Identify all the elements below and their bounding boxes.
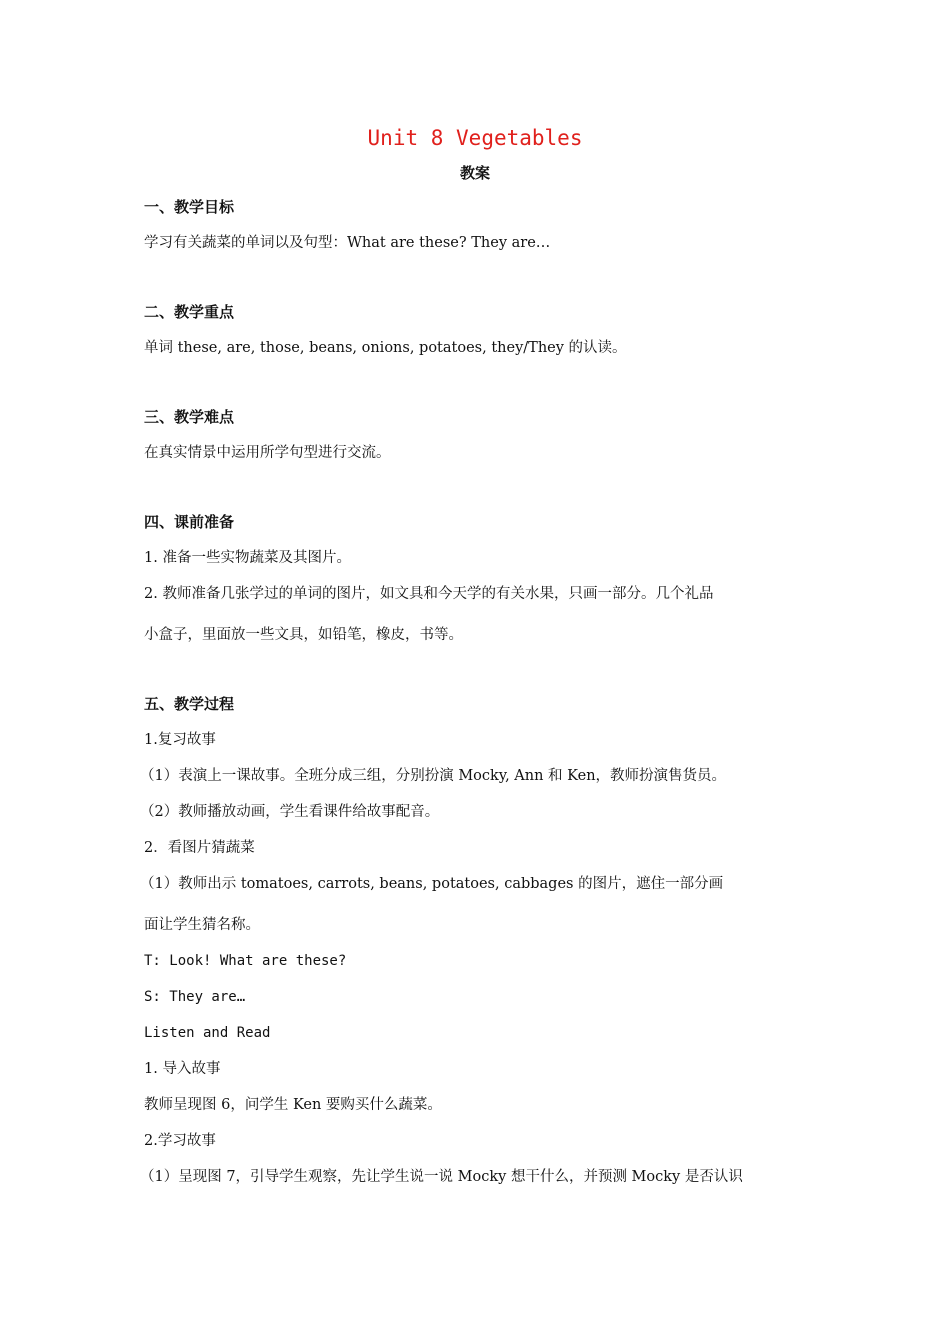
body-line: 单词 these, are, those, beans, onions, potatoes, they/They 的认读。 (144, 340, 627, 356)
document-subtitle: 教案 (459, 164, 490, 182)
document-title: Unit 8 Vegetables (367, 126, 583, 150)
body-line: 1. 导入故事 (144, 1061, 221, 1077)
section-heading-difficulties: 三、教学难点 (144, 408, 235, 426)
body-line: 2.学习故事 (144, 1133, 216, 1149)
section-heading-preparation: 四、课前准备 (144, 513, 235, 531)
section-heading-key-points: 二、教学重点 (144, 303, 235, 321)
subsection-label: Listen and Read (144, 1025, 271, 1041)
section-heading-process: 五、教学过程 (144, 695, 235, 713)
body-line: （1）呈现图 7，引导学生观察，先让学生说一说 Mocky 想干什么，并预测 Mocky 是否认识 (140, 1169, 743, 1185)
body-line: （1）教师出示 tomatoes, carrots, beans, potatoes, cabbages 的图片，遮住一部分画 (140, 876, 724, 892)
body-line: 1. 准备一些实物蔬菜及其图片。 (144, 550, 351, 566)
body-line: 在真实情景中运用所学句型进行交流。 (144, 445, 391, 461)
body-line: 面让学生猜名称。 (144, 917, 260, 933)
body-line: 1.复习故事 (144, 732, 216, 748)
body-line: 学习有关蔬菜的单词以及句型：What are these? They are… (144, 235, 551, 251)
section-heading-objectives: 一、教学目标 (144, 198, 235, 216)
body-line: 教师呈现图 6，问学生 Ken 要购买什么蔬菜。 (144, 1097, 442, 1113)
dialogue-line: S: They are… (144, 989, 246, 1005)
dialogue-line: T: Look! What are these? (144, 953, 347, 969)
body-line: （1）表演上一课故事。全班分成三组，分别扮演 Mocky, Ann 和 Ken，教师扮演售货员。 (140, 768, 727, 784)
body-line: 2．看图片猜蔬菜 (144, 840, 255, 856)
body-line: （2）教师播放动画，学生看课件给故事配音。 (140, 804, 440, 820)
body-line: 小盒子，里面放一些文具，如铅笔，橡皮，书等。 (144, 627, 463, 643)
body-line: 2. 教师准备几张学过的单词的图片，如文具和今天学的有关水果，只画一部分。几个礼品 (144, 586, 714, 602)
